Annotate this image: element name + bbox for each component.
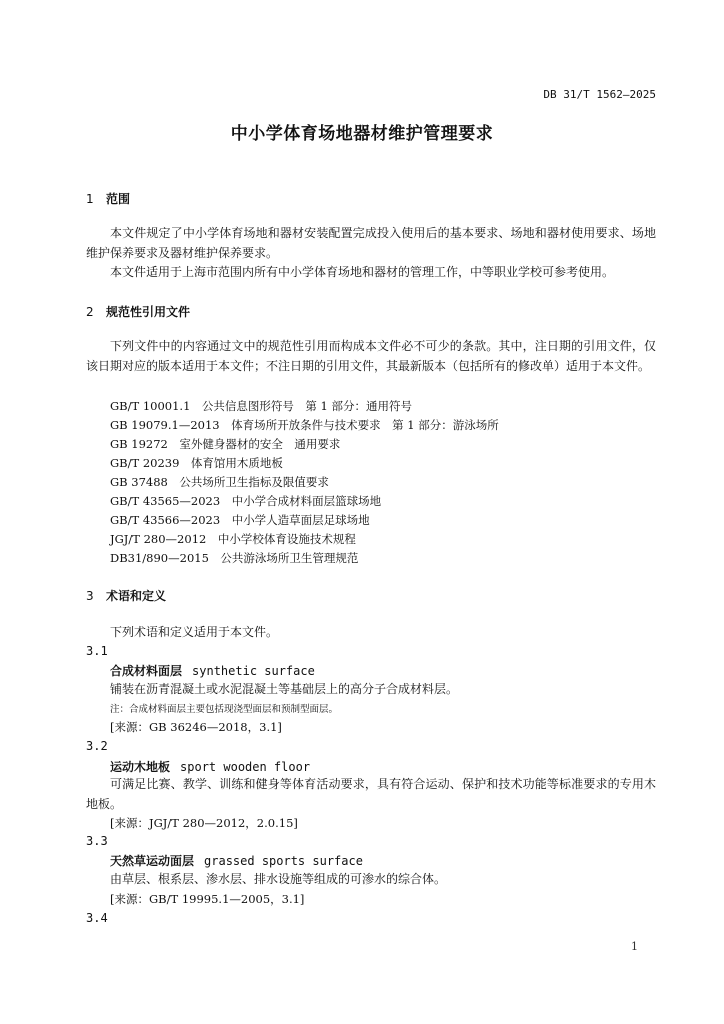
term-chinese: 天然草运动面层 <box>110 854 195 868</box>
term-chinese: 运动木地板 <box>110 760 171 774</box>
section-number: 3 <box>86 589 94 603</box>
term-english: sport wooden floor <box>180 760 311 774</box>
reference-item: DB31/890—2015 公共游泳场所卫生管理规范 <box>110 551 359 565</box>
reference-item: GB 19079.1—2013 体育场所开放条件与技术要求 第 1 部分：游泳场所 <box>110 418 499 432</box>
document-code: DB 31/T 1562—2025 <box>543 88 656 101</box>
reference-item: GB 19272 室外健身器材的安全 通用要求 <box>110 437 341 451</box>
section-title: 范围 <box>106 192 131 206</box>
reference-item: GB/T 43566—2023 中小学人造草面层足球场地 <box>110 513 370 527</box>
page-number: 1 <box>631 940 638 953</box>
scope-paragraph-2: 本文件适用于上海市范围内所有中小学体育场地和器材的管理工作，中等职业学校可参考使用。 <box>110 265 615 279</box>
term-number: 3.3 <box>86 834 108 848</box>
term-number: 3.2 <box>86 739 108 753</box>
term-definition: 铺装在沥青混凝土或水泥混凝土等基础层上的高分子合成材料层。 <box>110 682 459 696</box>
reference-item: JGJ/T 280—2012 中小学校体育设施技术规程 <box>110 532 356 546</box>
section-2-heading <box>86 303 190 320</box>
term-english: grassed sports surface <box>204 854 363 868</box>
term-number: 3.1 <box>86 644 108 658</box>
section-number: 2 <box>86 305 94 319</box>
term-english: synthetic surface <box>192 664 315 678</box>
reference-item: GB 37488 公共场所卫生指标及限值要求 <box>110 475 329 489</box>
reference-item: GB/T 20239 体育馆用木质地板 <box>110 456 283 470</box>
term-note: 注：合成材料面层主要包括现浇型面层和预制型面层。 <box>110 704 339 715</box>
section-number: 1 <box>86 192 94 206</box>
term-source: [来源：JGJ/T 280—2012，2.0.15] <box>110 816 298 830</box>
term-source: [来源：GB 36246—2018，3.1] <box>110 720 282 734</box>
term-title <box>110 662 315 679</box>
term-number: 3.4 <box>86 911 108 925</box>
term-source: [来源：GB/T 19995.1—2005，3.1] <box>110 892 305 906</box>
term-definition: 可满足比赛、教学、训练和健身等体育活动要求，具有符合运动、保护和技术功能等标准要求的专用木地板。 <box>86 777 656 811</box>
reference-item: GB/T 10001.1 公共信息图形符号 第 1 部分：通用符号 <box>110 399 413 413</box>
terms-intro: 下列术语和定义适用于本文件。 <box>110 625 279 639</box>
section-title: 术语和定义 <box>106 589 167 603</box>
section-1-heading <box>86 190 130 207</box>
scope-paragraph-1: 本文件规定了中小学体育场地和器材安装配置完成投入使用后的基本要求、场地和器材使用要求、场地维护保养要求及器材维护保养要求。 <box>86 226 656 260</box>
section-3-heading <box>86 587 166 604</box>
section-title: 规范性引用文件 <box>106 305 191 319</box>
normative-references-intro: 下列文件中的内容通过文中的规范性引用而构成本文件必不可少的条款。其中，注日期的引用文件，仅该日期对应的版本适用于本文件；不注日期的引用文件，其最新版本（包括所有的修改单）适用于本文件。 <box>86 339 656 373</box>
document-title: 中小学体育场地器材维护管理要求 <box>230 124 494 144</box>
term-definition: 由草层、根系层、渗水层、排水设施等组成的可渗水的综合体。 <box>110 872 447 886</box>
term-title <box>110 852 363 869</box>
term-title <box>110 758 310 775</box>
reference-item: GB/T 43565—2023 中小学合成材料面层篮球场地 <box>110 494 382 508</box>
term-chinese: 合成材料面层 <box>110 664 183 678</box>
